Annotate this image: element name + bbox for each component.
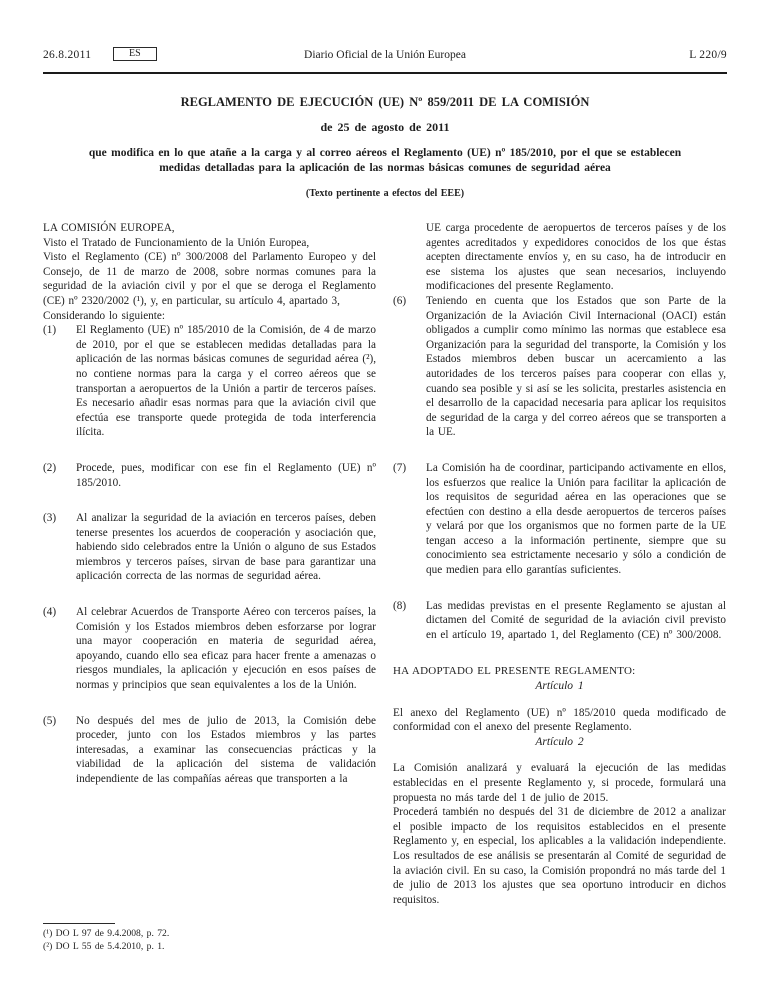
footnote-divider: [43, 923, 115, 924]
page-reference: L 220/9: [689, 49, 727, 61]
header-divider: [43, 72, 727, 74]
recital-2: [43, 461, 376, 490]
footnotes: [43, 923, 376, 967]
recital-text: Al analizar la seguridad de la aviación en terceros países, deben tenerse presentes los acuerdos de cooperación y asociación que, habiendo sido celebrados entre la Unión o alguno de sus Estados miembros y terceros países, sirvan de base para garantizar una aplicación correcta de las normas de seguridad aérea.: [76, 512, 376, 583]
recital-number: (4): [43, 606, 57, 619]
language-badge: ES: [113, 47, 157, 61]
regulation-subtitle: que modifica en lo que atañe a la carga y al correo aéreos el Reglamento (UE) nº 185/2010, por el que se establecen medidas detalladas para la aplicación de las normas básicas comunes de seguridad aérea: [88, 147, 682, 174]
recital-1: [43, 323, 376, 440]
regulation-date: de 25 de agosto de 2011: [320, 120, 450, 134]
document-body: [43, 221, 727, 967]
recital-text: Las medidas previstas en el presente Reglamento se ajustan al dictamen del Comité de seguridad de la aviación civil previsto en el artículo 19, apartado 1, del Reglamento (CE) nº 300/2008.: [426, 599, 726, 641]
right-column: [393, 221, 726, 967]
left-column: [43, 221, 376, 967]
footnote-2: (²) DO L 55 de 5.4.2010, p. 1.: [43, 940, 165, 952]
page-header: [43, 48, 727, 66]
recital-8: [393, 599, 726, 643]
recital-text: Teniendo en cuenta que los Estados que son Parte de la Organización de la Aviación Civil Internacional (OACI) están obligados a cumplir como mínimo las normas que establece esa Organización para la seguridad del transporte, la Comisión y los Estados miembros deben buscar un acercamiento a las autoridades de los terceros países para cooperar con ellas y, cuando sea posible y si así se les solicita, prestarles asistencia en el desarrollo de la capacidad necesaria para aplicar los requisitos de seguridad de la carga y del correo aéreos que se transporten a la UE.: [426, 294, 726, 439]
recitals-intro: Considerando lo siguiente:: [43, 309, 165, 322]
recital-number: (6): [393, 294, 407, 307]
article-2-heading: Artículo 2: [535, 735, 584, 748]
recital-number: (8): [393, 599, 407, 612]
footnote-1: (¹) DO L 97 de 9.4.2008, p. 72.: [43, 928, 170, 939]
recital-5: [43, 714, 376, 787]
citation-paragraph: Visto el Tratado de Funcionamiento de la Unión Europea,: [43, 236, 310, 249]
regulation-title: REGLAMENTO DE EJECUCIÓN (UE) Nº 859/2011 DE LA COMISIÓN: [180, 95, 590, 109]
recital-number: (1): [43, 324, 57, 337]
article-1-heading: Artículo 1: [535, 680, 584, 693]
eee-relevance-note: (Texto pertinente a efectos del EEE): [305, 188, 465, 199]
article-2-paragraph-1: La Comisión analizará y evaluará la ejecución de las medidas establecidas en el presente Reglamento y, si procede, formulará una propuesta no más tarde del 1 de julio de 2015.: [393, 762, 726, 804]
recital-4: [43, 605, 376, 693]
recital-text: No después del mes de julio de 2013, la Comisión debe proceder, junto con los Estados miembros y las partes interesadas, a examinar las consecuencias prácticas y la viabilidad de la aplicación del sistema de validación independiente de las compañías aéreas que transporten a la: [76, 714, 376, 785]
journal-title: Diario Oficial de la Unión Europea: [304, 49, 466, 61]
recital-5-continuation: UE carga procedente de aeropuertos de terceros países y de los agentes acreditados y expedidores conocidos de los que éstas acepten directamente envíos y, en su caso, ha de introducir en ese sistema los ajustes que sean necesarios, incluyendo modificaciones del presente Reglamento.: [426, 222, 726, 293]
recital-3: [43, 511, 376, 584]
recital-text: Al celebrar Acuerdos de Transporte Aéreo con terceros países, la Comisión y los Estados miembros deben esforzarse por lograr una mayor cooperación en materia de seguridad aérea, apoyando, cuando ello sea eficaz para hacer frente a amenazas o riesgos mundiales, la aplicación y ejecución en esos países de normas y principios que sean equivalentes a los de la Unión.: [76, 606, 376, 692]
opening-line: LA COMISIÓN EUROPEA,: [43, 222, 175, 234]
citation-paragraph: Visto el Reglamento (CE) nº 300/2008 del Parlamento Europeo y del Consejo, de 11 de marzo de 2008, sobre normas comunes para la seguridad de la aviación civil y por el que se deroga el Reglamento (CE) nº 2320/2002 (¹), y, en particular, su artículo 4, apartado 3,: [43, 251, 376, 307]
header-date: 26.8.2011: [43, 49, 92, 61]
article-2-paragraph-2: Procederá también no después del 31 de diciembre de 2012 a analizar el posible impacto de los requisitos establecidos en el presente Reglamento y, en especial, los aplicables a la validación independiente. Los resultados de ese análisis se presentarán al Comité de seguridad de la aviación civil. En su caso, la Comisión propondrá no más tarde del 1 de julio de 2013 los ajustes que sea oportuno introducir en dichos requisitos.: [393, 806, 726, 906]
recital-6: [393, 294, 726, 440]
recital-7: [393, 461, 726, 578]
recital-number: (2): [43, 461, 57, 474]
recital-text: Procede, pues, modificar con ese fin el Reglamento (UE) nº 185/2010.: [76, 461, 376, 489]
title-block: [83, 95, 687, 199]
article-1-paragraph: El anexo del Reglamento (UE) nº 185/2010 queda modificado de conformidad con el anexo del presente Reglamento.: [393, 706, 726, 734]
recital-number: (5): [43, 714, 57, 727]
recital-text: La Comisión ha de coordinar, participando activamente en ellos, los esfuerzos que realice la Unión para facilitar la aplicación de los requisitos de seguridad aérea en las operaciones que se efectúen con destino a ella desde aeropuertos de terceros países y velará por que los organismos que no formen parte de la UE tengan acceso a la información pertinente, siempre que su conocimiento sea estrictamente necesario y sólo a condición de que medien para ello garantías suficientes.: [426, 461, 726, 577]
recital-number: (3): [43, 512, 57, 525]
recital-text: El Reglamento (UE) nº 185/2010 de la Comisión, de 4 de marzo de 2010, por el que se establecen medidas detalladas para la aplicación de las normas básicas comunes de seguridad aérea (²), no contiene normas para la carga y el correo aéreos que se transportan a aeropuertos de la Unión a partir de terceros países. Es necesario añadir esas normas para que la aviación civil que efectúa ese transporte quede protegida de toda interferencia ilícita.: [76, 324, 376, 439]
enacting-formula: HA ADOPTADO EL PRESENTE REGLAMENTO:: [393, 665, 636, 678]
recital-number: (7): [393, 461, 407, 474]
